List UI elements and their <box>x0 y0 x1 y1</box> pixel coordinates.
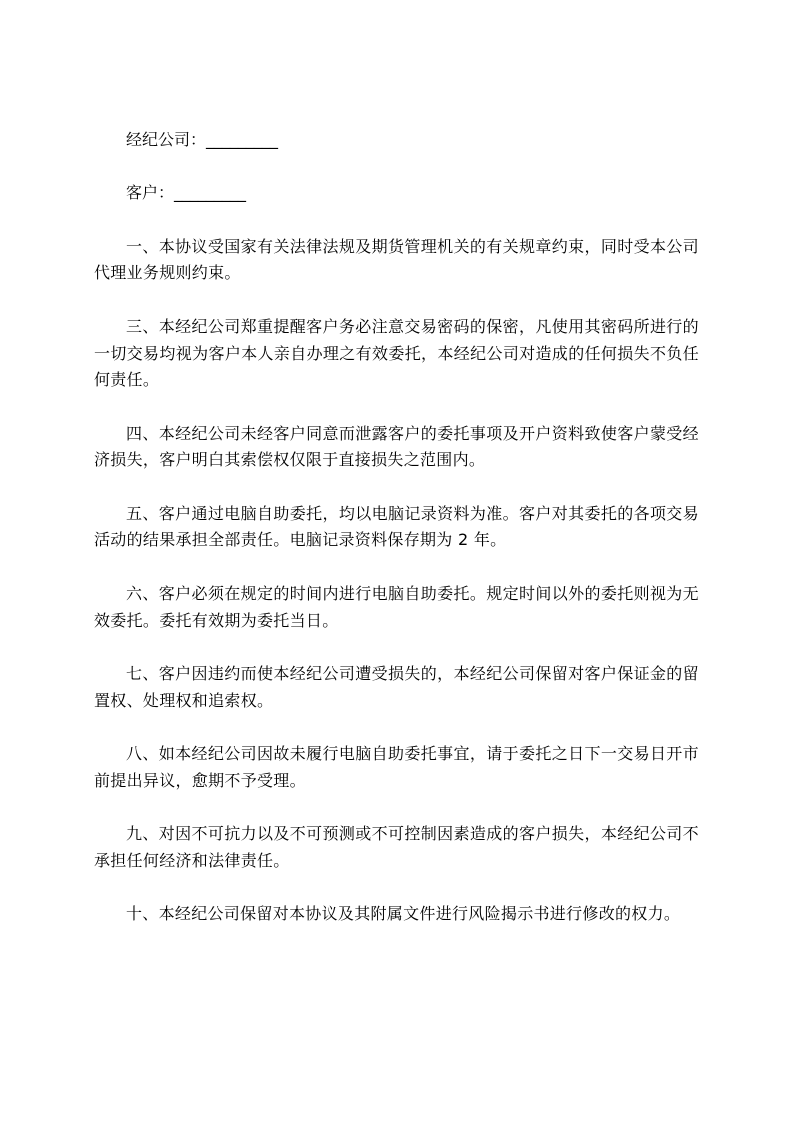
broker-company-label: 经纪公司： <box>126 130 207 149</box>
clause-paragraph: 八、如本经纪公司因故未履行电脑自助委托事宜，请于委托之日下一交易日开市前提出异议，愈期不予受理。 <box>94 744 699 790</box>
clause-paragraph: 三、本经纪公司郑重提醒客户务必注意交易密码的保密，凡使用其密码所进行的一切交易均视为客户本人亲自办理之有效委托，本经纪公司对造成的任何损失不负任何责任。 <box>94 316 699 390</box>
clause-paragraph: 五、客户通过电脑自助委托，均以电脑记录资料为准。客户对其委托的各项交易活动的结果承担全部责任。电脑记录资料保存期为 2 年。 <box>94 503 699 550</box>
broker-company-field <box>94 127 699 154</box>
document-body <box>94 127 699 955</box>
clause-paragraph: 六、客户必须在规定的时间内进行电脑自助委托。规定时间以外的委托则视为无效委托。委托有效期为委托当日。 <box>94 583 699 630</box>
client-blank-line: _________ <box>174 183 247 203</box>
clause-paragraph: 四、本经纪公司未经客户同意而泄露客户的委托事项及开户资料致使客户蒙受经济损失，客户明白其索偿权仅限于直接损失之范围内。 <box>94 423 699 470</box>
client-field <box>94 180 699 207</box>
clause-paragraph: 一、本协议受国家有关法律法规及期货管理机关的有关规章约束，同时受本公司代理业务规则约束。 <box>94 236 699 283</box>
clause-paragraph: 十、本经纪公司保留对本协议及其附属文件进行风险揭示书进行修改的权力。 <box>126 904 681 924</box>
clause-paragraph: 七、客户因违约而使本经纪公司遭受损失的，本经纪公司保留对客户保证金的留置权、处理权和追索权。 <box>94 663 699 710</box>
broker-company-blank-line: _________ <box>206 130 279 149</box>
client-label: 客户： <box>126 183 175 203</box>
clause-paragraph: 九、对因不可抗力以及不可预测或不可控制因素造成的客户损失，本经纪公司不承担任何经济和法律责任。 <box>94 824 699 870</box>
